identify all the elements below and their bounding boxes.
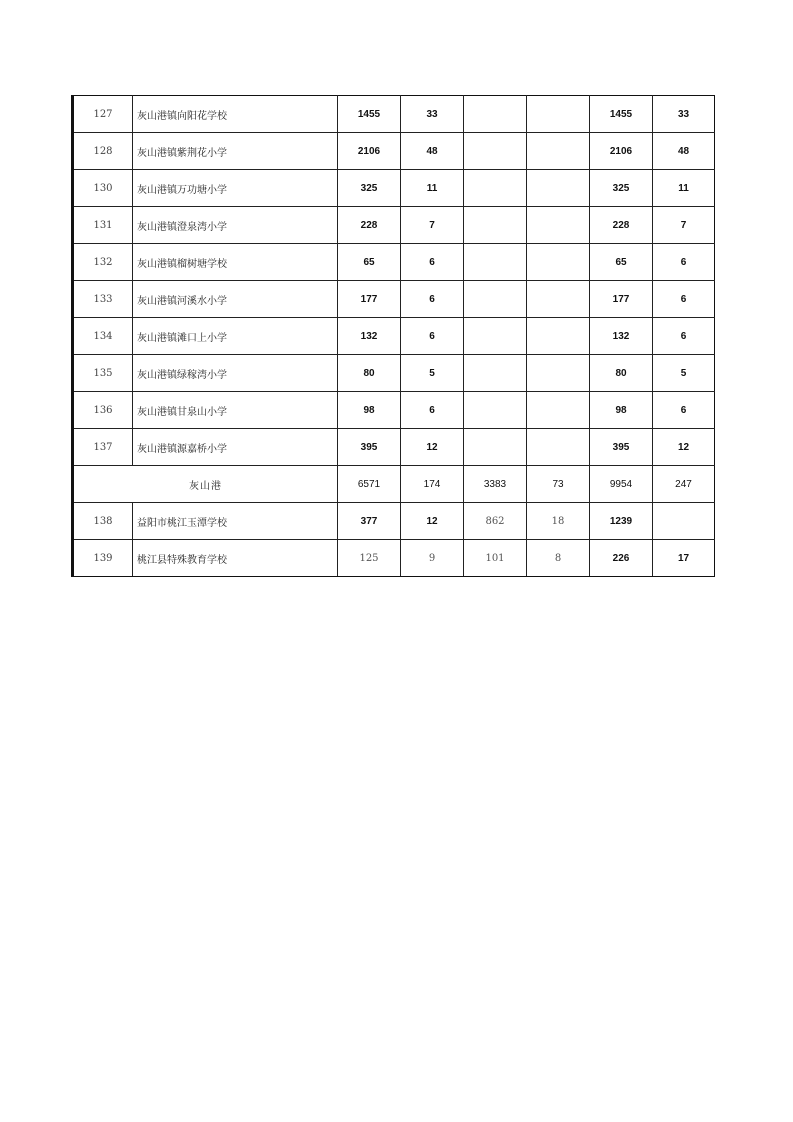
table-row	[73, 429, 715, 466]
school-name: 益阳市桃江玉潭学校	[133, 503, 338, 540]
subtotal-col4: 73	[527, 466, 590, 503]
cell-col4	[527, 207, 590, 244]
row-number: 134	[73, 318, 133, 355]
table-row	[73, 503, 715, 540]
table-row	[73, 392, 715, 429]
cell-col3	[464, 96, 527, 133]
subtotal-col6: 247	[653, 466, 715, 503]
cell-col2: 11	[401, 170, 464, 207]
cell-col3	[464, 392, 527, 429]
cell-col4: 8	[527, 540, 590, 577]
cell-col5: 80	[590, 355, 653, 392]
cell-col1: 177	[338, 281, 401, 318]
cell-col4	[527, 355, 590, 392]
table-row	[73, 281, 715, 318]
cell-col4	[527, 133, 590, 170]
cell-col6: 7	[653, 207, 715, 244]
cell-col4	[527, 318, 590, 355]
cell-col1: 132	[338, 318, 401, 355]
school-statistics-table	[71, 95, 715, 577]
row-number: 130	[73, 170, 133, 207]
cell-col1: 395	[338, 429, 401, 466]
cell-col1: 98	[338, 392, 401, 429]
cell-col2: 6	[401, 244, 464, 281]
cell-col6: 5	[653, 355, 715, 392]
cell-col2: 7	[401, 207, 464, 244]
cell-col6: 33	[653, 96, 715, 133]
cell-col5: 228	[590, 207, 653, 244]
row-number: 138	[73, 503, 133, 540]
subtotal-col3: 3383	[464, 466, 527, 503]
cell-col4	[527, 429, 590, 466]
cell-col6: 6	[653, 318, 715, 355]
cell-col5: 177	[590, 281, 653, 318]
school-name: 灰山港镇澄泉湾小学	[133, 207, 338, 244]
cell-col1: 228	[338, 207, 401, 244]
school-name: 灰山港镇万功塘小学	[133, 170, 338, 207]
cell-col5: 1455	[590, 96, 653, 133]
cell-col6: 11	[653, 170, 715, 207]
cell-col1: 125	[338, 540, 401, 577]
cell-col4	[527, 244, 590, 281]
cell-col6: 12	[653, 429, 715, 466]
cell-col3	[464, 429, 527, 466]
school-name: 灰山港镇向阳花学校	[133, 96, 338, 133]
school-name: 灰山港镇绿稼湾小学	[133, 355, 338, 392]
cell-col2: 6	[401, 281, 464, 318]
school-name: 灰山港镇河溪水小学	[133, 281, 338, 318]
table-row	[73, 170, 715, 207]
row-number: 136	[73, 392, 133, 429]
school-name: 灰山港镇源嘉桥小学	[133, 429, 338, 466]
cell-col2: 12	[401, 429, 464, 466]
cell-col4	[527, 96, 590, 133]
subtotal-col5: 9954	[590, 466, 653, 503]
cell-col3: 862	[464, 503, 527, 540]
table-row	[73, 318, 715, 355]
cell-col5: 2106	[590, 133, 653, 170]
school-name: 灰山港镇紫荆花小学	[133, 133, 338, 170]
subtotal-col1: 6571	[338, 466, 401, 503]
cell-col1: 80	[338, 355, 401, 392]
cell-col4	[527, 281, 590, 318]
cell-col4: 18	[527, 503, 590, 540]
cell-col3	[464, 281, 527, 318]
cell-col4	[527, 170, 590, 207]
row-number: 128	[73, 133, 133, 170]
cell-col6: 6	[653, 281, 715, 318]
school-name: 灰山港镇滩口上小学	[133, 318, 338, 355]
table-row	[73, 133, 715, 170]
row-number: 127	[73, 96, 133, 133]
cell-col5: 325	[590, 170, 653, 207]
row-number: 139	[73, 540, 133, 577]
cell-col6: 6	[653, 392, 715, 429]
table-row	[73, 540, 715, 577]
cell-col5: 65	[590, 244, 653, 281]
cell-col6: 6	[653, 244, 715, 281]
cell-col2: 5	[401, 355, 464, 392]
cell-col5: 226	[590, 540, 653, 577]
cell-col3	[464, 244, 527, 281]
school-name: 灰山港镇甘泉山小学	[133, 392, 338, 429]
cell-col2: 9	[401, 540, 464, 577]
table-row	[73, 244, 715, 281]
cell-col6	[653, 503, 715, 540]
row-number: 132	[73, 244, 133, 281]
cell-col2: 48	[401, 133, 464, 170]
cell-col3	[464, 133, 527, 170]
cell-col3	[464, 318, 527, 355]
subtotal-label: 灰山港	[73, 466, 338, 503]
table-row	[73, 96, 715, 133]
row-number: 137	[73, 429, 133, 466]
cell-col6: 48	[653, 133, 715, 170]
cell-col3	[464, 207, 527, 244]
cell-col3	[464, 170, 527, 207]
row-number: 133	[73, 281, 133, 318]
cell-col5: 395	[590, 429, 653, 466]
cell-col1: 377	[338, 503, 401, 540]
subtotal-row	[73, 466, 715, 503]
cell-col5: 132	[590, 318, 653, 355]
cell-col2: 6	[401, 318, 464, 355]
row-number: 135	[73, 355, 133, 392]
cell-col2: 33	[401, 96, 464, 133]
cell-col5: 1239	[590, 503, 653, 540]
subtotal-col2: 174	[401, 466, 464, 503]
cell-col1: 2106	[338, 133, 401, 170]
cell-col1: 1455	[338, 96, 401, 133]
cell-col3	[464, 355, 527, 392]
table-row	[73, 355, 715, 392]
cell-col1: 325	[338, 170, 401, 207]
row-number: 131	[73, 207, 133, 244]
cell-col5: 98	[590, 392, 653, 429]
cell-col6: 17	[653, 540, 715, 577]
cell-col4	[527, 392, 590, 429]
school-name: 灰山港镇榴树塘学校	[133, 244, 338, 281]
cell-col1: 65	[338, 244, 401, 281]
cell-col2: 6	[401, 392, 464, 429]
table-row	[73, 207, 715, 244]
school-name: 桃江县特殊教育学校	[133, 540, 338, 577]
cell-col3: 101	[464, 540, 527, 577]
cell-col2: 12	[401, 503, 464, 540]
